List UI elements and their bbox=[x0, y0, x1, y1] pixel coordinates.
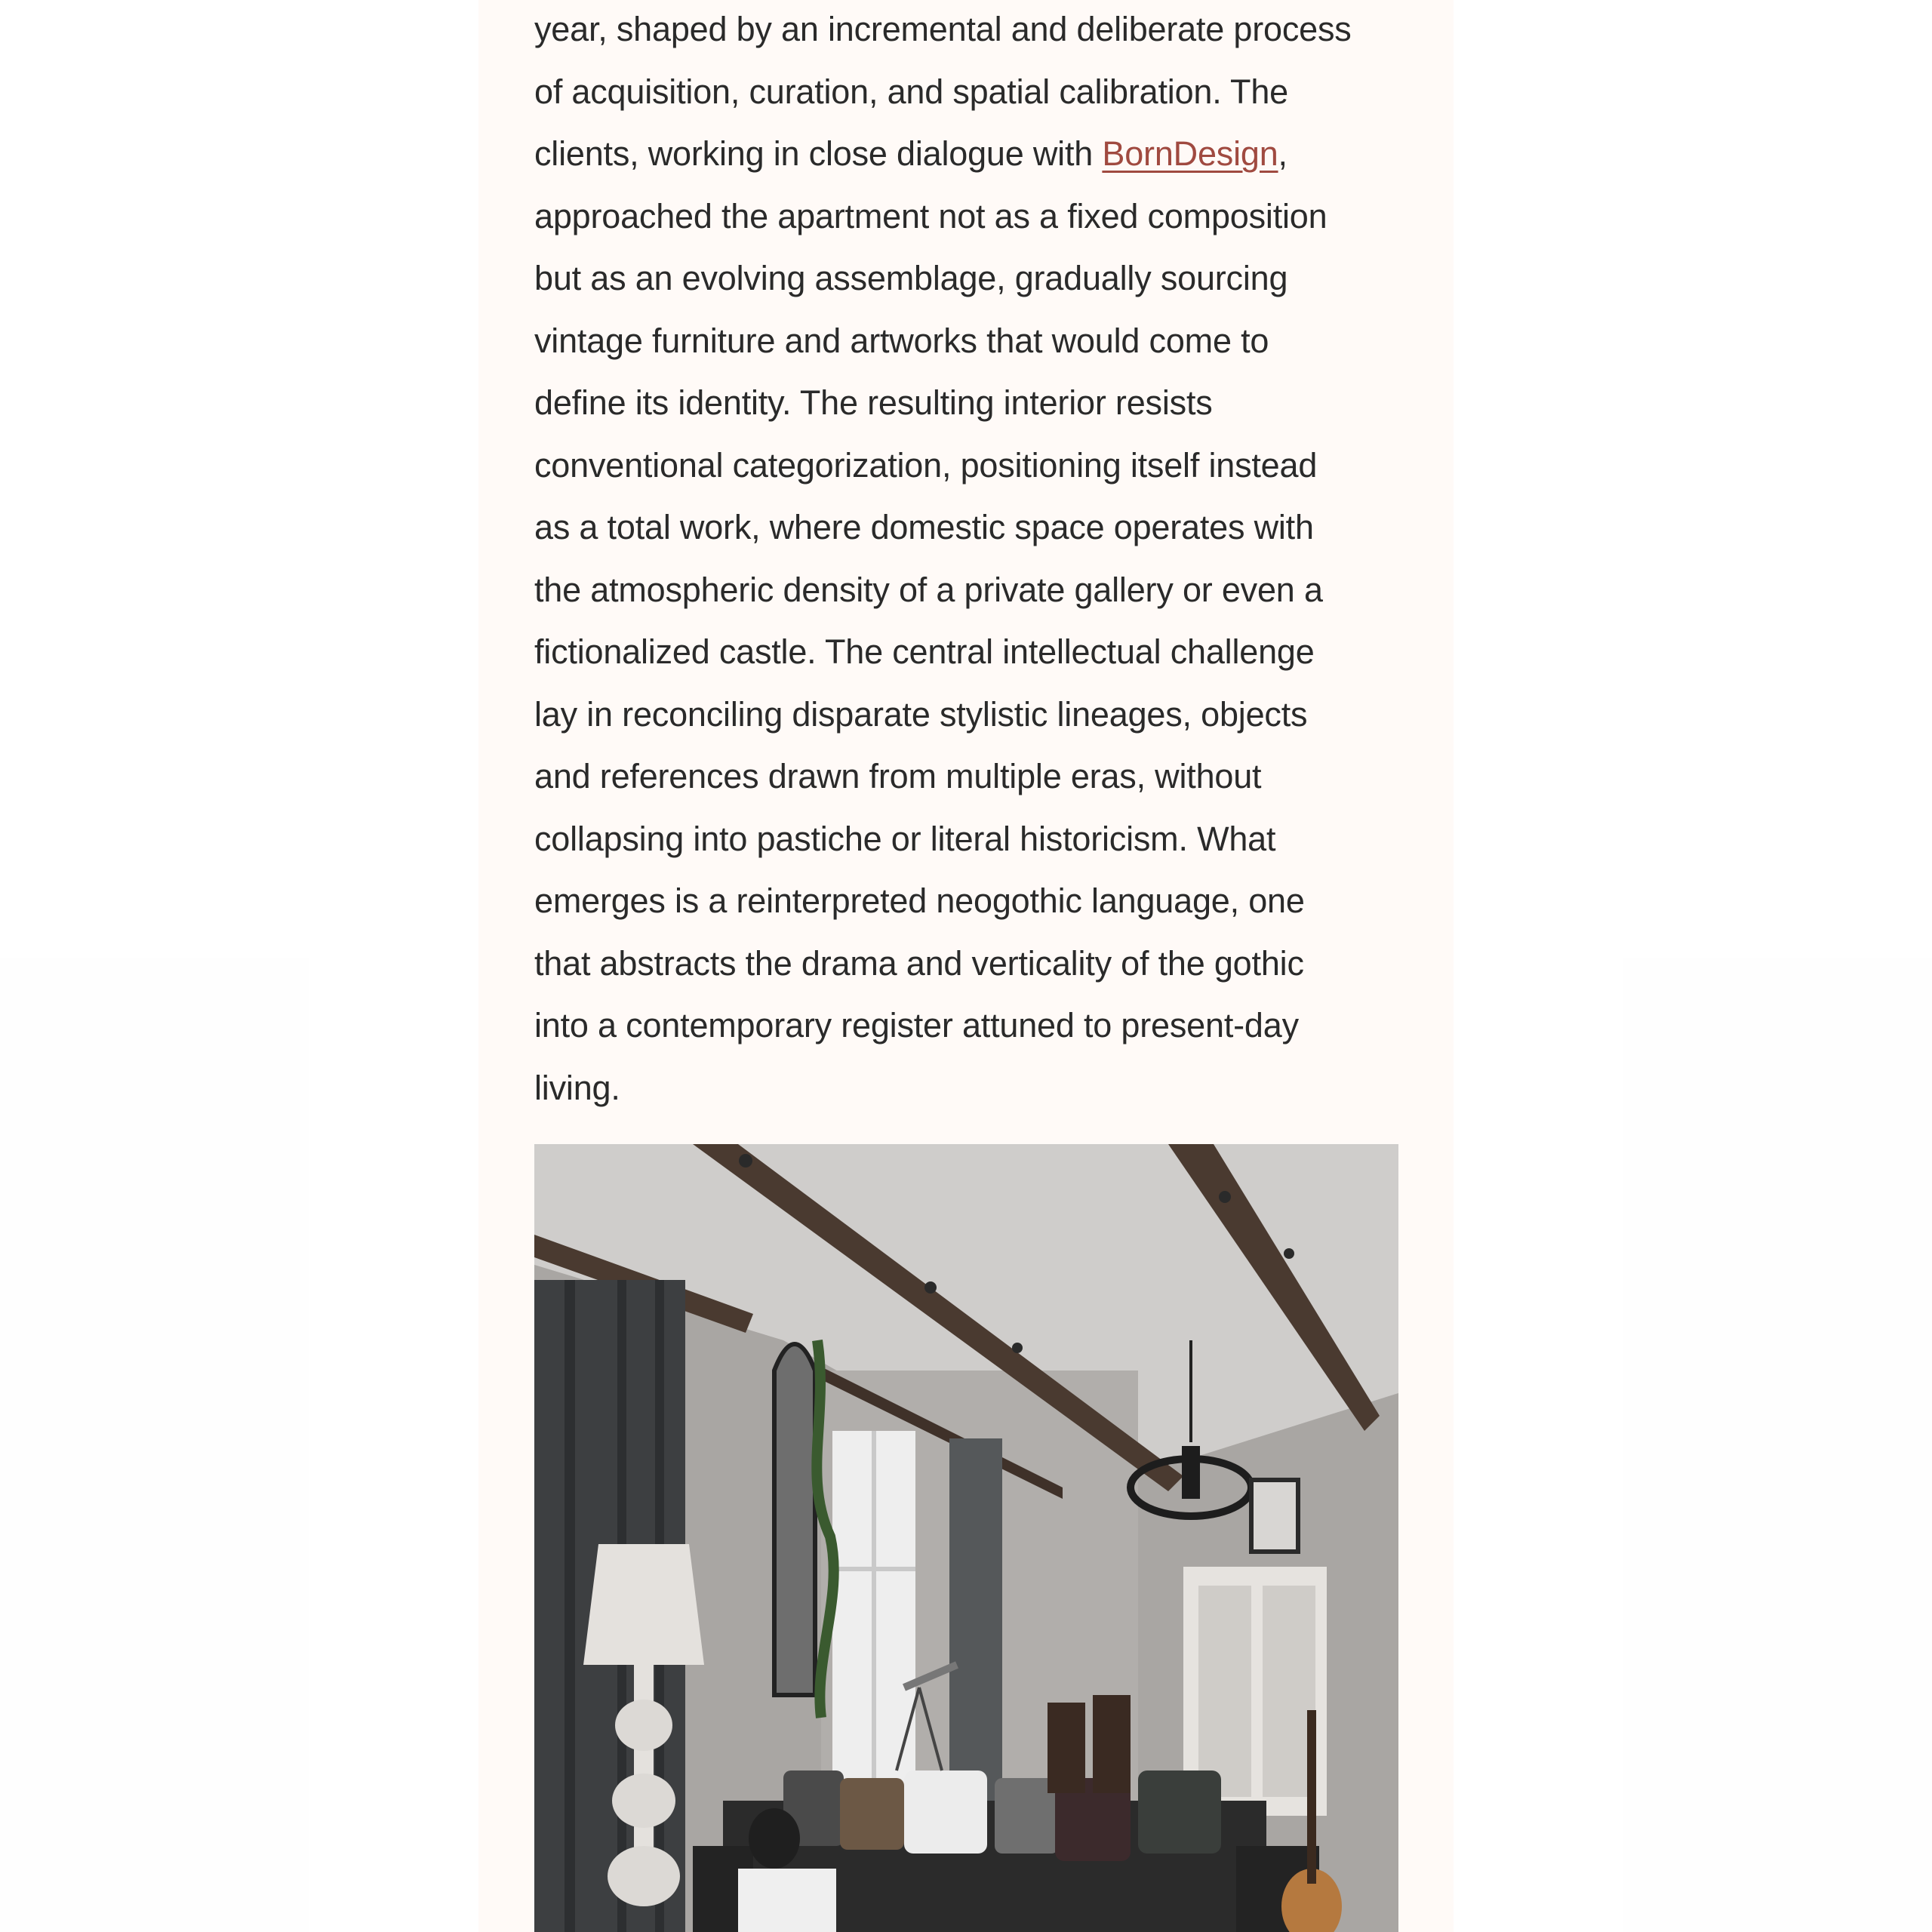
borndesign-link[interactable]: BornDesign bbox=[1102, 134, 1278, 173]
link-suffix: , bbox=[1278, 134, 1287, 173]
side-band-left bbox=[0, 958, 309, 1932]
article-body bbox=[534, 0, 1401, 1119]
side-band-right bbox=[1623, 958, 1932, 1932]
body-line: but as an evolving assemblage, gradually sourcing bbox=[534, 259, 1288, 297]
body-line: approached the apartment not as a fixed composition bbox=[534, 196, 1327, 235]
body-line: emerges is a reinterpreted neogothic language, one bbox=[534, 881, 1305, 920]
body-line: the atmospheric density of a private gallery or even a bbox=[534, 570, 1323, 609]
body-line: collapsing into pastiche or literal historicism. What bbox=[534, 819, 1276, 858]
body-line: lay in reconciling disparate stylistic lineages, objects bbox=[534, 694, 1308, 734]
body-line: as a total work, where domestic space operates with bbox=[534, 508, 1314, 546]
body-line: that abstracts the drama and verticality of the gothic bbox=[534, 943, 1304, 983]
body-line: fictionalized castle. The central intellectual challenge bbox=[534, 632, 1315, 671]
body-line: into a contemporary register attuned to present-day bbox=[534, 1006, 1299, 1044]
body-line: year, shaped by an incremental and deliberate process bbox=[534, 10, 1352, 48]
body-line-text: clients, working in close dialogue with bbox=[534, 134, 1103, 173]
body-line: living. bbox=[534, 1068, 620, 1107]
body-line-with-link bbox=[534, 123, 1401, 186]
body-line: conventional categorization, positioning itself instead bbox=[534, 445, 1318, 485]
body-line: define its identity. The resulting interior resists bbox=[534, 383, 1213, 422]
living-room-photo bbox=[534, 1144, 1398, 1932]
article-column bbox=[478, 0, 1454, 1932]
body-line: and references drawn from multiple eras, without bbox=[534, 757, 1262, 795]
body-line: vintage furniture and artworks that would come to bbox=[534, 321, 1269, 360]
body-line: of acquisition, curation, and spatial calibration. The bbox=[534, 72, 1288, 111]
